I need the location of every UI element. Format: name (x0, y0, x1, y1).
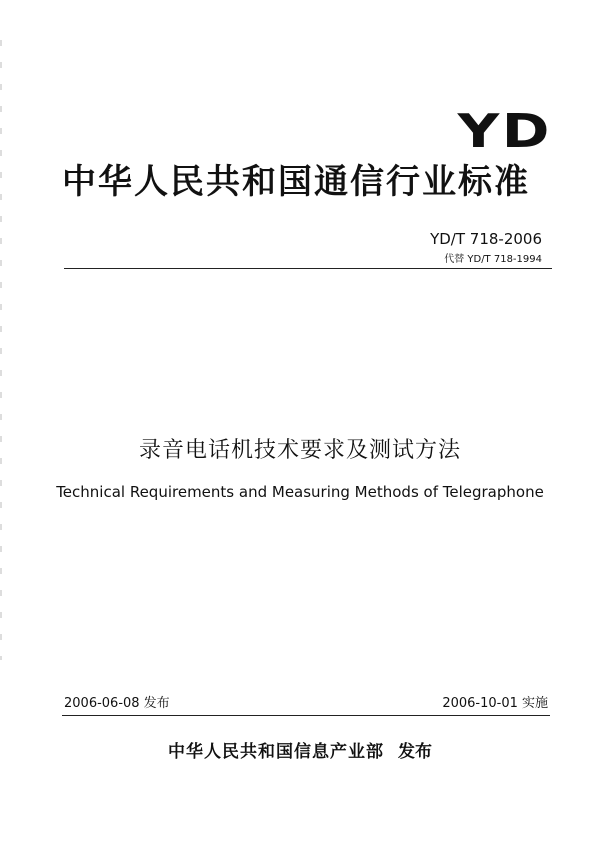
yd-logo: YD (457, 104, 552, 158)
implement-date: 2006-10-01 实施 (442, 696, 548, 711)
standard-category-title: 中华人民共和国通信行业标准 (62, 162, 530, 202)
scan-edge-artifact (0, 40, 2, 660)
standard-number: YD/T 718-2006 (430, 230, 542, 248)
footer-divider (62, 715, 550, 716)
issuer-organization: 中华人民共和国信息产业部 (168, 742, 384, 762)
issuer-line (0, 740, 600, 764)
document-title-english: Technical Requirements and Measuring Methods of Telegraphone (56, 483, 544, 501)
header-divider (64, 268, 552, 269)
issuer-action: 发布 (398, 742, 432, 762)
publish-date: 2006-06-08 发布 (64, 696, 170, 711)
replaces-standard: 代替 YD/T 718-1994 (444, 254, 542, 265)
document-title-chinese: 录音电话机技术要求及测试方法 (138, 438, 461, 463)
